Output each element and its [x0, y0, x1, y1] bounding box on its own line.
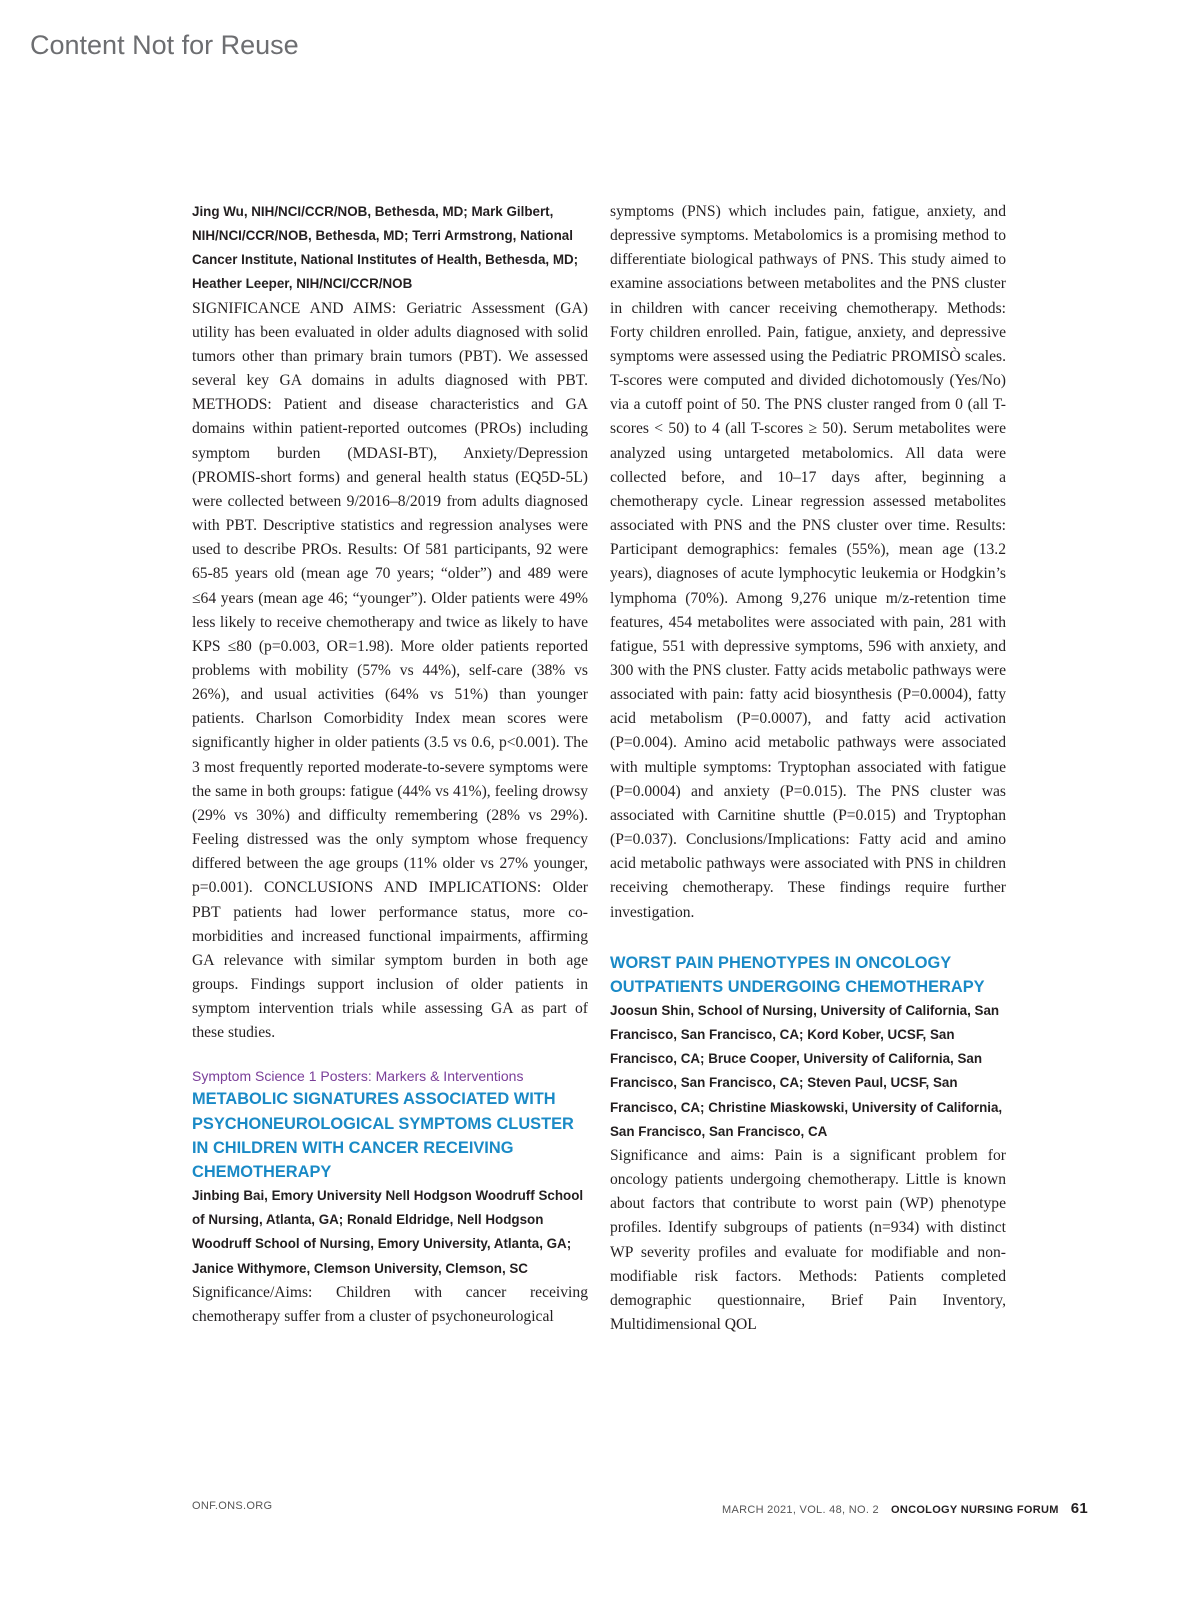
footer-site: ONF.ONS.ORG: [192, 1500, 273, 1512]
watermark-text: Content Not for Reuse: [30, 30, 299, 60]
page-number: 61: [1070, 1500, 1088, 1517]
abstract2-body-continued: symptoms (PNS) which includes pain, fatigue, anxiety, and depressive symptoms. Metabolomics is a promising method to differentiate biological pathways of PNS. This study aimed to examine associations between metabolites and the PNS cluster in children with cancer receiving chemotherapy. Methods: Forty children enrolled. Pain, fatigue, anxiety, and depressive symptoms were assessed using the Pediatric PROMISÒ scales. T-scores were computed and divided dichotomously (Yes/No) via a cutoff point of 50. The PNS cluster ranged from 0 (all T-scores < 50) to 4 (all T-scores ≥ 50). Serum metabolites were analyzed using untargeted metabolomics. All data were collected before, and 10–17 days after, beginning a chemotherapy cycle. Linear regression assessed metabolites associated with PNS and the PNS cluster over time. Results: Participant demographics: females (55%), mean age (13.2 years), diagnoses of acute lymphocytic leukemia or Hodgkin’s lymphoma (70%). Among 9,276 unique m/z-retention time features, 454 metabolites were associated with pain, 281 with fatigue, 551 with depressive symptoms, 596 with anxiety, and 300 with the PNS cluster. Fatty acids metabolic pathways were associated with pain: fatty acid biosynthesis (P=0.0004), fatty acid metabolism (P=0.0007), and fatty acid activation (P=0.004). Amino acid metabolic pathways were associated with multiple symptoms: Tryptophan associated with fatigue (P=0.0004) and anxiety (P=0.015). The PNS cluster was associated with Carnitine shuttle (P=0.015) and Tryptophan (P=0.037). Conclusions/Implications: Fatty acid and amino acid metabolic pathways were associated with PNS in children receiving chemotherapy. These findings require further investigation.: [610, 203, 1006, 921]
footer-issue: MARCH 2021, VOL. 48, NO. 2: [721, 1504, 879, 1516]
right-column: [610, 200, 1006, 1337]
abstract1-authors: Jing Wu, NIH/NCI/CCR/NOB, Bethesda, MD; Mark Gilbert, NIH/NCI/CCR/NOB, Bethesda, MD; Terri Armstrong, National Cancer Institute, National Institutes of Health, Bethesda, MD; Heather Leeper, NIH/NCI/CCR/NOB: [192, 204, 579, 292]
footer-journal: ONCOLOGY NURSING FORUM: [890, 1504, 1059, 1516]
abstract3-body: Significance and aims: Pain is a significant problem for oncology patients undergoing chemotherapy. Little is known about factors that contribute to worst pain (WP) phenotype profiles. Identify subgroups of patients (n=934) with distinct WP severity profiles and evaluate for modifiable and non-modifiable risk factors. Methods: Patients completed demographic questionnaire, Brief Pain Inventory, Multidimensional QOL: [610, 1146, 1006, 1334]
abstract1-body: SIGNIFICANCE AND AIMS: Geriatric Assessment (GA) utility has been evaluated in older adults diagnosed with solid tumors other than primary brain tumors (PBT). We assessed several key GA domains in adults diagnosed with PBT. METHODS: Patient and disease characteristics and GA domains within patient-reported outcomes (PROs) including symptom burden (MDASI-BT), Anxiety/Depression (PROMIS-short forms) and general health status (EQ5D-5L) were collected between 9/2016–8/2019 from adults diagnosed with PBT. Descriptive statistics and regression analyses were used to describe PROs. Results: Of 581 participants, 92 were 65-85 years old (mean age 70 years; “older”) and 489 were ≤64 years (mean age 46; “younger”). Older patients were 49% less likely to receive chemotherapy and twice as likely to have KPS ≤80 (p=0.003, OR=1.98). More older patients reported problems with mobility (57% vs 44%), self-care (38% vs 26%), and usual activities (64% vs 51%) than younger patients. Charlson Comorbidity Index mean scores were significantly higher in older patients (3.5 vs 0.6, p<0.001). The 3 most frequently reported moderate-to-severe symptoms were the same in both groups: fatigue (44% vs 41%), feeling drowsy (29% vs 30%) and difficulty remembering (28% vs 29%). Feeling distressed was the only symptom whose frequency differed between the age groups (11% older vs 27% younger, p=0.001). CONCLUSIONS AND IMPLICATIONS: Older PBT patients had lower performance status, more co-morbidities and increased functional impairments, affirming GA relevance with similar symptom burden in both age groups. Findings support inclusion of older patients in symptom intervention trials while assessing GA as part of these studies.: [192, 299, 588, 1042]
abstract2-authors: Jinbing Bai, Emory University Nell Hodgson Woodruff School of Nursing, Atlanta, GA; Ronald Eldridge, Nell Hodgson Woodruff School of Nursing, Emory University, Atlanta, GA; Janice Withymore, Clemson University, Clemson, SC: [192, 1188, 584, 1276]
left-column: [192, 200, 588, 1329]
abstract3-title: WORST PAIN PHENOTYPES IN ONCOLOGY OUTPATIENTS UNDERGOING CHEMOTHERAPY: [610, 953, 985, 996]
abstract3-authors: Joosun Shin, School of Nursing, University of California, San Francisco, San Francisco, CA; Kord Kober, UCSF, San Francisco, CA; Bruce Cooper, University of California, San Francisco, San Francisco, CA; Steven Paul, UCSF, San Francisco, CA; Christine Miaskowski, University of California, San Francisco, San Francisco, CA: [610, 1003, 1003, 1139]
abstract2-body-start: Significance/Aims: Children with cancer receiving chemotherapy suffer from a cluster of psychoneurological: [192, 1283, 588, 1325]
section-category: Symptom Science 1 Posters: Markers & Interventions: [192, 1068, 524, 1085]
abstract2-title: METABOLIC SIGNATURES ASSOCIATED WITH PSYCHONEUROLOGICAL SYMPTOMS CLUSTER IN CHILDREN WITH CANCER RECEIVING CHEMOTHERAPY: [192, 1090, 574, 1181]
footer-issue-info: [722, 1500, 1088, 1517]
